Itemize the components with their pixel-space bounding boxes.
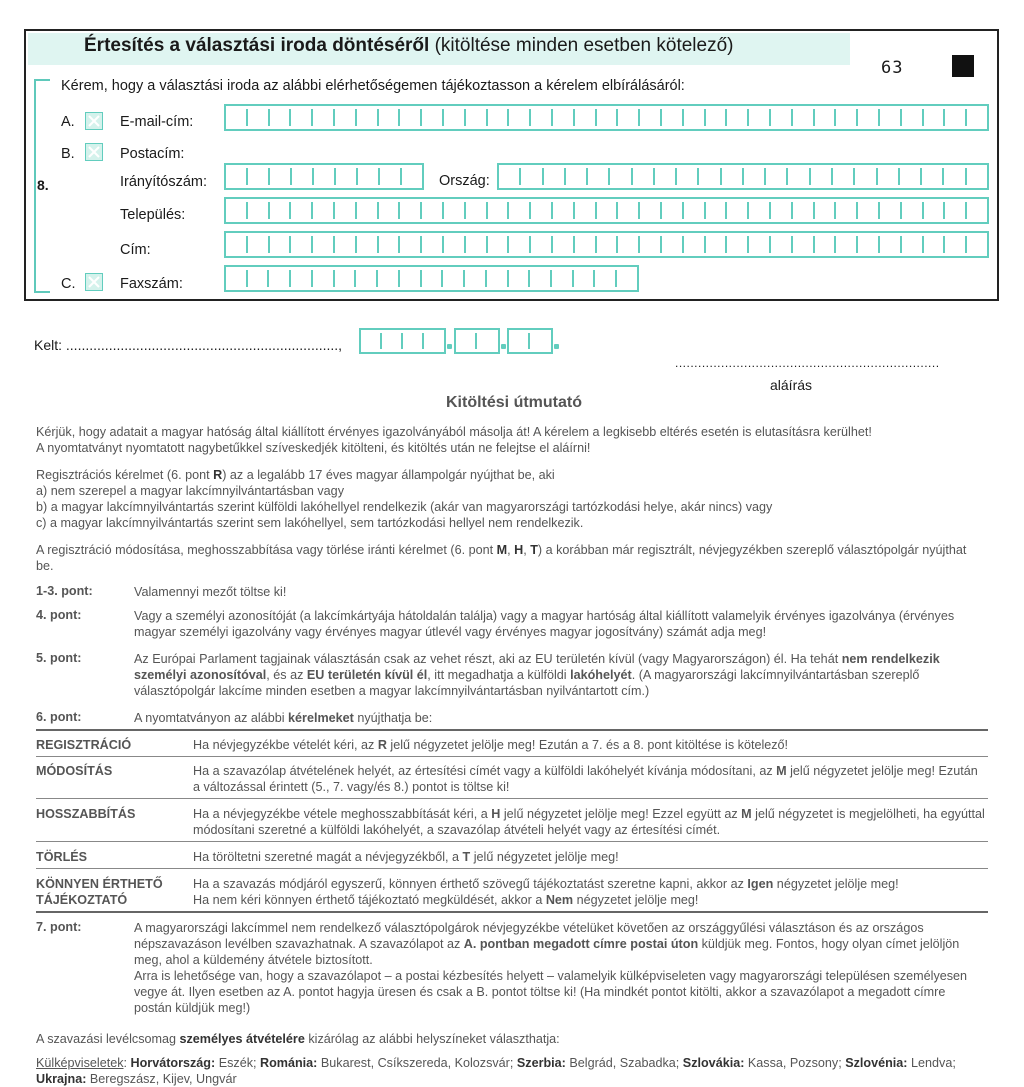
character-cell[interactable] xyxy=(617,270,637,287)
character-cell[interactable] xyxy=(336,168,358,185)
character-cell[interactable] xyxy=(662,109,684,126)
character-cell[interactable] xyxy=(314,168,336,185)
fax-checkbox[interactable] xyxy=(85,273,103,291)
character-cell[interactable] xyxy=(902,236,924,253)
point-label: 4. pont: xyxy=(36,608,82,622)
option-b-label: B. xyxy=(61,146,75,162)
character-cell[interactable] xyxy=(880,236,902,253)
character-cell[interactable] xyxy=(466,202,488,219)
character-cell[interactable] xyxy=(833,168,855,185)
point-text: Vagy a személyi azonosítóját (a lakcímkártyája hátoldalán találja) vagy a magyar hartóság által kiállított valamelyik érvényes igazolványa (érvényes magyar személyi igazolvány vagy érvényes magyar útlevél vagy érvényes magyar jogosítvány) számát adja meg! xyxy=(134,609,955,639)
character-cell[interactable] xyxy=(967,236,987,253)
point-label: 6. pont: xyxy=(36,710,82,724)
character-cell[interactable] xyxy=(379,109,401,126)
character-cell[interactable] xyxy=(811,168,833,185)
request-type-label: KÖNNYEN ÉRTHETŐ TÁJÉKOZTATÓ xyxy=(36,877,163,907)
character-cell[interactable] xyxy=(597,236,619,253)
request-type-label: MÓDOSÍTÁS xyxy=(36,764,113,778)
request-type-text: Ha névjegyzékbe vételét kéri, az R jelű négyzetet jelölje meg! Ezután a 7. és a 8. pont kitöltése is kötelező! xyxy=(193,738,789,752)
address-label: Cím: xyxy=(120,242,151,258)
character-cell[interactable] xyxy=(466,109,488,126)
character-cell[interactable] xyxy=(945,202,967,219)
character-cell[interactable] xyxy=(270,236,292,253)
character-cell[interactable] xyxy=(815,202,837,219)
character-cell[interactable] xyxy=(878,168,900,185)
final-note: A szavazási levélcsomag személyes átvételére kizárólag az alábbi helyszíneket választhatja: xyxy=(36,1032,560,1046)
point-label: 5. pont: xyxy=(36,651,82,665)
character-cell[interactable] xyxy=(924,109,946,126)
character-cell[interactable] xyxy=(595,270,617,287)
email-label: E-mail-cím: xyxy=(120,114,194,130)
guide-title: Kitöltési útmutató xyxy=(446,394,582,411)
request-type-label: REGISZTRÁCIÓ xyxy=(36,738,132,752)
character-cell[interactable] xyxy=(270,168,292,185)
character-cell[interactable] xyxy=(248,270,270,287)
character-cell[interactable] xyxy=(945,236,967,253)
character-cell[interactable] xyxy=(553,202,575,219)
character-cell[interactable] xyxy=(836,236,858,253)
character-cell[interactable] xyxy=(521,168,543,185)
character-cell[interactable] xyxy=(793,109,815,126)
character-cell[interactable] xyxy=(530,270,552,287)
character-cell[interactable] xyxy=(400,109,422,126)
character-cell[interactable] xyxy=(357,236,379,253)
character-cell[interactable] xyxy=(553,236,575,253)
character-cell[interactable] xyxy=(402,168,422,185)
character-cell[interactable] xyxy=(509,202,531,219)
character-cell[interactable] xyxy=(727,236,749,253)
character-cell[interactable] xyxy=(226,270,248,287)
character-cell[interactable] xyxy=(358,168,380,185)
character-cell[interactable] xyxy=(465,270,487,287)
character-cell[interactable] xyxy=(248,168,270,185)
fax-field[interactable] xyxy=(224,265,639,292)
character-cell[interactable] xyxy=(400,270,422,287)
character-cell[interactable] xyxy=(836,202,858,219)
postal-label: Postacím: xyxy=(120,146,185,162)
zip-field[interactable] xyxy=(224,163,424,190)
character-cell[interactable] xyxy=(291,109,313,126)
character-cell[interactable] xyxy=(858,202,880,219)
character-cell[interactable] xyxy=(858,109,880,126)
character-cell[interactable] xyxy=(662,236,684,253)
character-cell[interactable] xyxy=(509,270,531,287)
divider xyxy=(36,911,988,913)
request-type-label: TÖRLÉS xyxy=(36,850,88,864)
character-cell[interactable] xyxy=(902,109,924,126)
character-cell[interactable] xyxy=(922,168,944,185)
request-type-text: Ha töröltetni szeretné magát a névjegyzékből, a T jelű négyzetet jelölje meg! xyxy=(193,850,619,864)
character-cell[interactable] xyxy=(967,202,987,219)
country-field[interactable] xyxy=(497,163,989,190)
character-cell[interactable] xyxy=(575,109,597,126)
character-cell[interactable] xyxy=(880,202,902,219)
character-cell[interactable] xyxy=(575,202,597,219)
character-cell[interactable] xyxy=(226,236,248,253)
character-cell[interactable] xyxy=(443,270,465,287)
character-cell[interactable] xyxy=(422,109,444,126)
option-c-label: C. xyxy=(61,276,76,292)
character-cell[interactable] xyxy=(422,236,444,253)
character-cell[interactable] xyxy=(749,109,771,126)
request-type-text: Ha a névjegyzékbe vétele meghosszabbítását kéri, a H jelű négyzetet jelölje meg! Ezzel együtt az M jelű négyzetet is megjelölheti, ha egyúttal módosítani szeretné a külföldi lakóhelyét, a szavazólap átvételi helyét vagy az értesítési címét. xyxy=(193,807,985,837)
postal-checkbox[interactable] xyxy=(85,143,103,161)
point-text: Az Európai Parlament tagjainak választásán csak az vehet részt, aki az EU területén kívül (vagy Magyarországon) él. Ha tehát nem rendelkezik személyi azonosítóval, és az EU területén kívül él, itt megadhatja a külföldi lakóhelyét. (A magyarországi lakcímnyilvántartásban szereplő választópolgár lakcíme minden esetben a magyar lakcímnyilvántartásban nyilvántartott cím.) xyxy=(134,652,940,698)
zip-label: Irányítószám: xyxy=(120,174,208,190)
character-cell[interactable] xyxy=(335,202,357,219)
character-cell[interactable] xyxy=(313,109,335,126)
character-cell[interactable] xyxy=(566,168,588,185)
character-cell[interactable] xyxy=(269,270,291,287)
character-cell[interactable] xyxy=(422,270,444,287)
character-cell[interactable] xyxy=(727,109,749,126)
character-cell[interactable] xyxy=(967,109,987,126)
character-cell[interactable] xyxy=(444,202,466,219)
character-cell[interactable] xyxy=(574,270,596,287)
character-cell[interactable] xyxy=(749,202,771,219)
character-cell[interactable] xyxy=(488,109,510,126)
character-cell[interactable] xyxy=(226,109,248,126)
character-cell[interactable] xyxy=(640,236,662,253)
address-field[interactable] xyxy=(224,231,989,258)
character-cell[interactable] xyxy=(749,236,771,253)
character-cell[interactable] xyxy=(722,168,744,185)
point-label: 7. pont: xyxy=(36,920,82,934)
request-type-text: Ha a szavazás módjáról egyszerű, könnyen érthető szövegű tájékoztatást szeretne kapni, akkor az Igen négyzetet jelölje meg! Ha nem kéri könnyen érthető tájékoztató megküldését, akkor a Nem négyzetet jelölje meg! xyxy=(193,877,899,907)
checkbox-cross-icon xyxy=(86,113,102,129)
character-cell[interactable] xyxy=(291,270,313,287)
character-cell[interactable] xyxy=(699,168,721,185)
character-cell[interactable] xyxy=(967,168,987,185)
character-cell[interactable] xyxy=(640,202,662,219)
character-cell[interactable] xyxy=(684,236,706,253)
character-cell[interactable] xyxy=(335,236,357,253)
character-cell[interactable] xyxy=(684,202,706,219)
character-cell[interactable] xyxy=(924,202,946,219)
request-type-label: HOSSZABBÍTÁS xyxy=(36,807,136,821)
character-cell[interactable] xyxy=(226,202,248,219)
divider xyxy=(36,841,988,842)
character-cell[interactable] xyxy=(400,202,422,219)
date-separator xyxy=(501,344,506,349)
character-cell[interactable] xyxy=(610,168,632,185)
email-checkbox[interactable] xyxy=(85,112,103,130)
character-cell[interactable] xyxy=(597,109,619,126)
divider xyxy=(36,868,988,869)
character-cell[interactable] xyxy=(356,270,378,287)
character-cell[interactable] xyxy=(575,236,597,253)
character-cell[interactable] xyxy=(248,202,270,219)
fax-label: Faxszám: xyxy=(120,276,183,292)
character-cell[interactable] xyxy=(380,168,402,185)
character-cell[interactable] xyxy=(815,236,837,253)
character-cell[interactable] xyxy=(488,236,510,253)
city-field[interactable] xyxy=(224,197,989,224)
character-cell[interactable] xyxy=(727,202,749,219)
character-cell[interactable] xyxy=(771,236,793,253)
character-cell[interactable] xyxy=(488,202,510,219)
character-cell[interactable] xyxy=(640,109,662,126)
point-label: 1-3. pont: xyxy=(36,584,93,598)
option-a-label: A. xyxy=(61,114,75,130)
character-cell[interactable] xyxy=(836,109,858,126)
divider xyxy=(36,756,988,757)
character-cell[interactable] xyxy=(422,202,444,219)
character-cell[interactable] xyxy=(400,236,422,253)
character-cell[interactable] xyxy=(335,270,357,287)
email-field[interactable] xyxy=(224,104,989,131)
character-cell[interactable] xyxy=(379,202,401,219)
character-cell[interactable] xyxy=(684,109,706,126)
character-cell[interactable] xyxy=(357,109,379,126)
date-day-field[interactable] xyxy=(507,328,553,354)
request-type-text: Ha a szavazólap átvételének helyét, az értesítési címét vagy a külföldi lakóhelyét kívánja módosítani, az M jelű négyzetet jelölje meg! Ezután a változással érintett (5., 7. vagy/és 8.) pontot is töltse ki! xyxy=(193,764,978,794)
character-cell[interactable] xyxy=(793,236,815,253)
character-cell[interactable] xyxy=(270,202,292,219)
character-cell[interactable] xyxy=(226,168,248,185)
character-cell[interactable] xyxy=(292,168,314,185)
character-cell[interactable] xyxy=(466,236,488,253)
character-cell[interactable] xyxy=(509,109,531,126)
date-month-field[interactable] xyxy=(454,328,500,354)
character-cell[interactable] xyxy=(248,236,270,253)
character-cell[interactable] xyxy=(815,109,837,126)
character-cell[interactable] xyxy=(677,168,699,185)
character-cell[interactable] xyxy=(444,236,466,253)
character-cell[interactable] xyxy=(531,202,553,219)
character-cell[interactable] xyxy=(444,109,466,126)
city-label: Település: xyxy=(120,207,186,223)
character-cell[interactable] xyxy=(706,236,728,253)
checkbox-cross-icon xyxy=(86,274,102,290)
character-cell[interactable] xyxy=(291,202,313,219)
character-cell[interactable] xyxy=(270,109,292,126)
intro-text: Kérem, hogy a választási iroda az alábbi elérhetőségemen tájékoztasson a kérelem elbírálásáról: xyxy=(61,78,685,94)
character-cell[interactable] xyxy=(618,202,640,219)
character-cell[interactable] xyxy=(766,168,788,185)
character-cell[interactable] xyxy=(531,236,553,253)
signature-line: ..................................................................... xyxy=(675,356,940,370)
character-cell[interactable] xyxy=(880,109,902,126)
page-number: 63 xyxy=(881,58,904,78)
character-cell[interactable] xyxy=(313,202,335,219)
character-cell[interactable] xyxy=(662,202,684,219)
guide-paragraph: Regisztrációs kérelmet (6. pont R) az a legalább 17 éves magyar állampolgár nyújthat be, aki a) nem szerepel a magyar lakcímnyilvántartásban vagy b) a magyar lakcímnyilvántartás szerint külföldi lakóhellyel rendelkezik (akár van magyarországi tartózkodási helye, akár nincs) vagy c) a magyar lakcímnyilvántartás szerint sem lakóhellyel, sem tartózkodási hellyel nem rendelkezik. xyxy=(36,468,773,530)
character-cell[interactable] xyxy=(744,168,766,185)
character-cell[interactable] xyxy=(487,270,509,287)
character-cell[interactable] xyxy=(655,168,677,185)
character-cell[interactable] xyxy=(924,236,946,253)
character-cell[interactable] xyxy=(291,236,313,253)
character-cell[interactable] xyxy=(553,109,575,126)
character-cell[interactable] xyxy=(858,236,880,253)
character-cell[interactable] xyxy=(900,168,922,185)
character-cell[interactable] xyxy=(771,109,793,126)
character-cell[interactable] xyxy=(855,168,877,185)
section-title: Értesítés a választási iroda döntéséről (kitöltése minden esetben kötelező) xyxy=(84,35,734,56)
divider xyxy=(36,729,988,731)
character-cell[interactable] xyxy=(706,202,728,219)
point-text: A magyarországi lakcímmel nem rendelkező választópolgárok névjegyzékbe vételüket követően az országgyűlési választáson és az országos népszavazáson levélben szavazhatnak. A szavazólapot az A. pontban megadott címre postai úton küldjük meg. Fontos, hogy olyan címet jelöljön meg, ahol a küldemény átvétele biztosított. Arra is lehetősége van, hogy a szavazólapot – a postai kézbesítés helyett – valamelyik külképviseleten vagy magyarországi településen személyesen vegye át. Ilyen esetben az A. pontot hagyja üresen és csak a B. pontot töltse ki! (Ha mindkét pontot kitölti, akkor a szavazólapot a megadott címre postán küldjük meg!) xyxy=(134,921,968,1015)
character-cell[interactable] xyxy=(313,236,335,253)
character-cell[interactable] xyxy=(633,168,655,185)
character-cell[interactable] xyxy=(945,109,967,126)
character-cell[interactable] xyxy=(944,168,966,185)
guide-paragraph: Kérjük, hogy adatait a magyar hatóság által kiállított érvényes igazolványából másolja át! A kérelem a legkisebb eltérés esetén is elutasításra kerülhet! A nyomtatványt nyomtatott nagybetűkkel szíveskedjék kitölteni, és kitöltés után ne felejtse el aláírni! xyxy=(36,425,872,455)
character-cell[interactable] xyxy=(248,109,270,126)
character-cell[interactable] xyxy=(531,109,553,126)
character-cell[interactable] xyxy=(544,168,566,185)
character-cell[interactable] xyxy=(618,236,640,253)
character-cell[interactable] xyxy=(597,202,619,219)
character-cell[interactable] xyxy=(618,109,640,126)
point-text: A nyomtatványon az alábbi kérelmeket nyújthatja be: xyxy=(134,711,433,725)
character-cell[interactable] xyxy=(499,168,521,185)
signature-label: aláírás xyxy=(770,377,813,393)
divider xyxy=(36,798,988,799)
checkbox-cross-icon xyxy=(86,144,102,160)
date-year-field[interactable] xyxy=(359,328,446,354)
section-number: 8. xyxy=(37,177,49,193)
character-cell[interactable] xyxy=(335,109,357,126)
character-cell[interactable] xyxy=(379,236,401,253)
character-cell[interactable] xyxy=(357,202,379,219)
character-cell[interactable] xyxy=(902,202,924,219)
country-label: Ország: xyxy=(439,173,490,189)
date-label: Kelt: ......................................................................, xyxy=(34,337,343,353)
point-text: Valamennyi mezőt töltse ki! xyxy=(134,585,287,599)
character-cell[interactable] xyxy=(509,236,531,253)
character-cell[interactable] xyxy=(588,168,610,185)
character-cell[interactable] xyxy=(706,109,728,126)
character-cell[interactable] xyxy=(378,270,400,287)
character-cell[interactable] xyxy=(313,270,335,287)
character-cell[interactable] xyxy=(552,270,574,287)
guide-paragraph: A regisztráció módosítása, meghosszabbítása vagy törlése iránti kérelmet (6. pont M, H, T) a korábban már regisztrált, névjegyzékben szereplő választópolgár nyújthat be. xyxy=(36,543,967,573)
character-cell[interactable] xyxy=(793,202,815,219)
character-cell[interactable] xyxy=(788,168,810,185)
locations-list: Külképviseletek: Horvátország: Eszék; Románia: Bukarest, Csíkszereda, Kolozsvár; Szerbia: Belgrád, Szabadka; Szlovákia: Kassa, Pozsony; Szlovénia: Lendva; Ukrajna: Beregszász, Kijev, Ungvár xyxy=(36,1056,956,1086)
date-separator xyxy=(447,344,452,349)
registration-mark xyxy=(952,55,974,77)
date-separator xyxy=(554,344,559,349)
character-cell[interactable] xyxy=(771,202,793,219)
